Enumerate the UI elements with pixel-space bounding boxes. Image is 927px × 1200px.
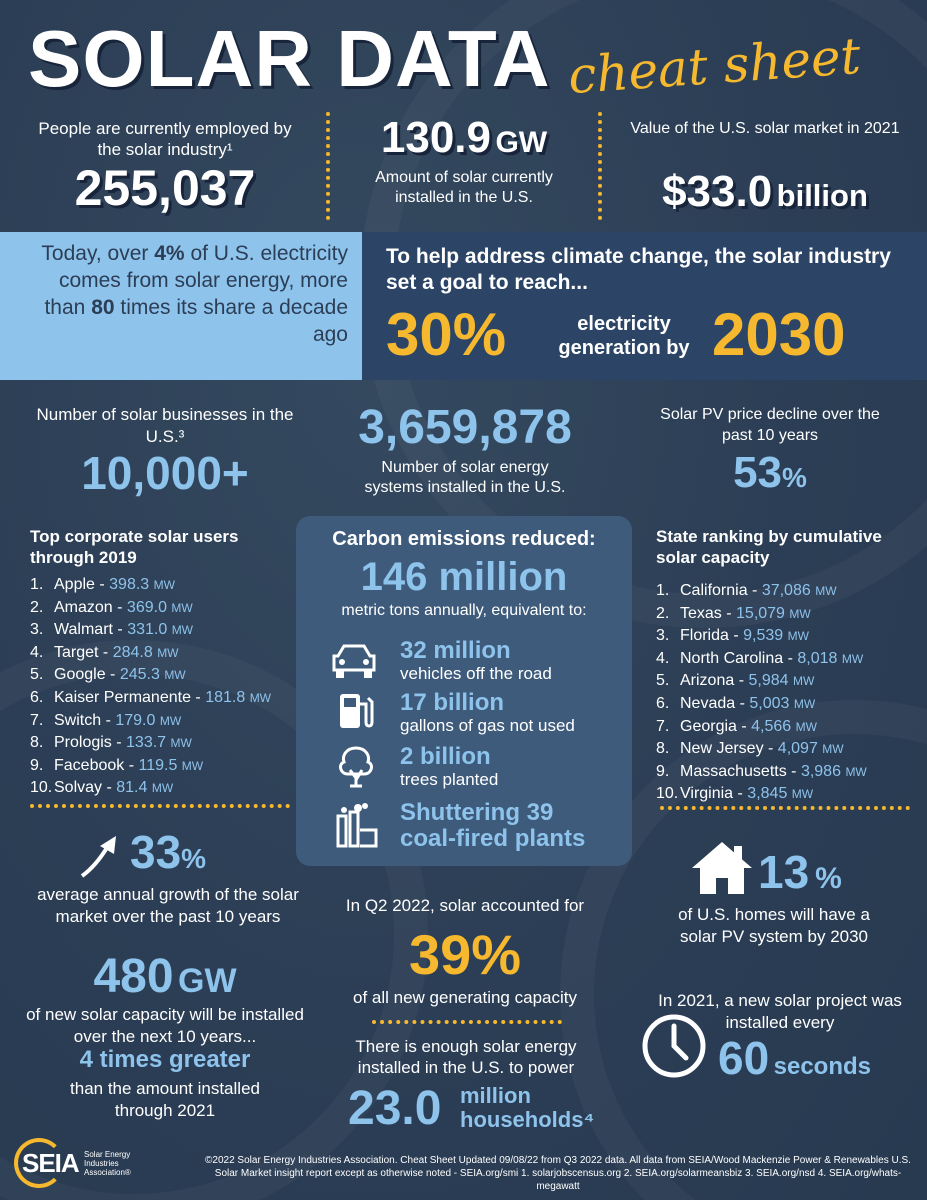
org-line-3: Association®	[84, 1168, 131, 1177]
rank-name: Target	[54, 643, 99, 661]
households-unit-1: million	[460, 1083, 531, 1108]
rank-unit: MW	[791, 787, 814, 802]
capacity-unit: GW	[178, 962, 237, 1000]
rank-dash: -	[735, 694, 750, 712]
households-unit	[460, 1084, 594, 1132]
trees-value: 2 billion	[400, 743, 491, 770]
share-text-3: times its share a decade ago	[114, 296, 348, 346]
project-label: In 2021, a new solar project was installed every	[658, 991, 902, 1032]
rank-value: 4,566	[751, 717, 792, 735]
market-stat	[620, 166, 910, 218]
rank-value: 3,986	[800, 762, 841, 780]
rank-unit: MW	[822, 742, 844, 757]
growth-value: 33	[130, 826, 182, 878]
homes-label: of U.S. homes will have a solar PV system by 2030	[678, 905, 870, 946]
rank-unit: MW	[792, 674, 815, 689]
rank-unit: MW	[787, 629, 809, 644]
rank-value: 179.0	[115, 711, 156, 729]
corporate-item	[30, 597, 271, 620]
goal-year: 2030	[712, 301, 846, 368]
rank-value: 8,018	[797, 649, 838, 667]
rank-dash: -	[783, 649, 798, 667]
rank-unit: MW	[815, 584, 837, 598]
rank-number: 2.	[30, 598, 44, 616]
states-item	[656, 693, 867, 716]
rank-name: California	[680, 582, 748, 599]
capacity-value: 480	[93, 950, 174, 1003]
q2-value: 39%	[408, 923, 522, 986]
rank-number: 9.	[30, 756, 44, 774]
seia-org-name	[84, 1150, 131, 1177]
rank-value: 284.8	[112, 643, 153, 661]
rank-value: 3,845	[747, 785, 788, 803]
rank-number: 9.	[656, 762, 670, 780]
rank-dash: -	[721, 604, 737, 622]
rank-unit: MW	[249, 690, 272, 705]
households-value: 23.0	[348, 1082, 442, 1135]
rank-unit: MW	[171, 600, 193, 615]
share-pct: 4%	[154, 242, 185, 265]
rank-unit: MW	[159, 713, 182, 728]
households-unit-2: households⁴	[460, 1107, 595, 1132]
rank-number: 8.	[30, 734, 44, 752]
installed-unit: GW	[495, 126, 548, 159]
market-value: $33.0	[662, 167, 773, 216]
rank-number: 4.	[30, 643, 44, 661]
corporate-title: Top corporate solar users through 2019	[30, 527, 239, 567]
rank-name: Switch	[54, 711, 102, 729]
carbon-sub: metric tons annually, equivalent to:	[341, 602, 587, 619]
systems-label: Number of solar energy systems installed in the U.S.	[364, 459, 566, 496]
rank-dash: -	[747, 582, 762, 599]
rank-unit: MW	[793, 696, 816, 711]
market-unit: billion	[776, 178, 868, 213]
house-icon	[690, 840, 754, 896]
divider	[30, 804, 290, 808]
trees-label: trees planted	[400, 770, 499, 789]
rank-dash: -	[98, 643, 113, 661]
states-title: State ranking by cumulative solar capacity	[656, 527, 882, 567]
rank-name: Prologis	[54, 734, 112, 752]
rank-value: 5,984	[748, 672, 789, 690]
page-title: SOLAR DATA	[28, 14, 551, 103]
car-icon	[328, 642, 380, 682]
rank-dash: -	[105, 666, 120, 684]
rank-dash: -	[734, 672, 749, 690]
rank-name: New Jersey	[680, 740, 764, 758]
installed-label: Amount of solar currently installed in the U.S.	[375, 169, 553, 206]
rank-dash: -	[112, 598, 127, 616]
price-label: Solar PV price decline over the past 10 years	[660, 406, 880, 444]
rank-name: Texas	[680, 604, 722, 622]
share-text	[36, 240, 348, 348]
rank-unit: MW	[153, 578, 175, 592]
share-times: 80	[91, 296, 115, 319]
rank-number: 7.	[30, 711, 44, 729]
rank-number: 7.	[656, 717, 670, 735]
coal-value: Shuttering 39	[400, 799, 554, 826]
states-item	[656, 738, 867, 761]
rank-dash: -	[102, 779, 117, 797]
rank-value: 4,097	[777, 740, 818, 758]
states-item	[656, 761, 867, 784]
corporate-item	[30, 619, 271, 642]
states-item	[656, 670, 867, 693]
rank-name: Apple	[54, 576, 95, 593]
coal-label: coal-fired plants	[400, 825, 586, 852]
coal-plant-icon	[332, 802, 380, 850]
rank-name: Amazon	[54, 598, 113, 616]
rank-value: 331.0	[127, 621, 168, 639]
rank-value: 37,086	[761, 582, 811, 599]
gas-pump-icon	[336, 690, 376, 732]
org-line-1: Solar Energy	[84, 1150, 131, 1159]
rank-value: 15,079	[736, 604, 785, 622]
rank-value: 5,003	[749, 694, 790, 712]
tree-icon	[334, 744, 378, 788]
states-item	[656, 603, 867, 626]
gas-label: gallons of gas not used	[400, 716, 575, 735]
rank-number: 8.	[656, 740, 670, 758]
gas-value: 17 billion	[400, 689, 505, 716]
rank-number: 4.	[656, 649, 670, 667]
capacity-times: 4 times greater	[79, 1046, 251, 1073]
corporate-item	[30, 687, 271, 710]
rank-name: North Carolina	[680, 649, 784, 667]
footer-note: ©2022 Solar Energy Industries Association. Cheat Sheet Updated 09/08/22 from Q3 2022 data. All data from SEIA/Wood Mackenzie Power & Renewables U.S. Solar Market insight report except as otherwise noted - SEIA.org/smi 1. solarjobscensus.org 2. SEIA.org/solarmeansbiz 3. SEIA.org/nsd 4. SEIA.org/whats-megawatt	[205, 1155, 911, 1192]
rank-name: Florida	[680, 627, 729, 645]
rank-value: 398.3	[109, 576, 150, 593]
rank-value: 9,539	[743, 627, 784, 645]
systems-value: 3,659,878	[358, 401, 572, 454]
rank-value: 369.0	[126, 598, 167, 616]
rank-dash: -	[736, 717, 752, 735]
price-value: 53	[733, 448, 783, 497]
project-unit: seconds	[773, 1053, 871, 1080]
corporate-item	[30, 755, 271, 778]
rank-unit: MW	[170, 736, 192, 751]
seia-logo: SEIA	[22, 1148, 79, 1178]
price-pct: %	[782, 462, 807, 493]
rank-name: Nevada	[680, 694, 736, 712]
rank-name: Georgia	[680, 717, 737, 735]
corporate-list	[30, 574, 271, 800]
states-item	[656, 783, 867, 806]
capacity-post: than the amount installed through 2021	[70, 1079, 260, 1120]
carbon-panel	[296, 516, 632, 866]
growth-label: average annual growth of the solar market over the past 10 years	[37, 885, 299, 926]
rank-unit: MW	[789, 606, 811, 621]
installed-stat	[340, 112, 588, 164]
homes-value: 13	[758, 846, 810, 898]
employed-value: 255,037	[74, 160, 256, 216]
vehicles-value: 32 million	[400, 637, 511, 664]
rank-number: 6.	[30, 688, 44, 706]
states-item	[656, 580, 867, 603]
project-stat	[718, 1032, 871, 1096]
goal-pct: 30%	[386, 301, 507, 368]
rank-unit: MW	[181, 758, 204, 773]
homes-stat	[758, 846, 842, 910]
corporate-item	[30, 777, 271, 800]
households-label: There is enough solar energy installed in the U.S. to power	[355, 1037, 577, 1077]
rank-number: 3.	[656, 627, 670, 645]
rank-unit: MW	[151, 781, 174, 796]
corporate-item	[30, 574, 271, 597]
rank-number: 5.	[30, 666, 44, 684]
rank-dash: -	[733, 785, 748, 803]
clock-icon	[640, 1012, 708, 1080]
org-line-2: Industries	[84, 1159, 119, 1168]
rank-name: Virginia	[680, 785, 734, 803]
market-label: Value of the U.S. solar market in 2021	[630, 120, 900, 137]
rank-unit: MW	[164, 668, 186, 683]
rank-name: Massachusetts	[680, 762, 787, 780]
growth-pct: %	[181, 843, 207, 874]
rank-dash: -	[94, 576, 110, 593]
rank-value: 119.5	[138, 756, 178, 774]
rank-dash: -	[728, 627, 744, 645]
rank-dash: -	[112, 621, 128, 639]
growth-stat	[130, 826, 206, 890]
rank-number: 2.	[656, 604, 670, 622]
states-item	[656, 716, 867, 739]
divider	[598, 112, 602, 220]
goal-mid: electricity generation by	[558, 313, 690, 359]
homes-pct: %	[815, 862, 842, 895]
carbon-value: 146 million	[360, 555, 568, 599]
employed-label: People are currently employed by the solar industry¹	[38, 119, 292, 159]
installed-value: 130.9	[380, 113, 491, 162]
rank-dash: -	[101, 711, 116, 729]
rank-name: Solvay	[54, 779, 103, 797]
corporate-item	[30, 710, 271, 733]
rank-value: 181.8	[205, 688, 246, 706]
corporate-item	[30, 732, 271, 755]
states-list	[656, 580, 867, 806]
vehicles-label: vehicles off the road	[400, 664, 552, 683]
rank-name: Kaiser Permanente	[54, 688, 191, 706]
businesses-label: Number of solar businesses in the U.S.³	[36, 405, 294, 446]
rank-number: 1.	[30, 576, 44, 593]
carbon-title: Carbon emissions reduced:	[332, 528, 596, 550]
rank-name: Walmart	[54, 621, 113, 639]
share-text-2: of U.S. electricity comes from solar energy, more than	[44, 242, 348, 319]
rank-name: Arizona	[680, 672, 735, 690]
rank-name: Facebook	[54, 756, 125, 774]
rank-dash: -	[124, 756, 139, 774]
rank-unit: MW	[171, 623, 194, 638]
q2-sub: of all new generating capacity	[353, 988, 577, 1007]
rank-number: 3.	[30, 621, 44, 639]
divider	[326, 112, 330, 220]
page-subtitle: cheat sheet	[566, 26, 863, 106]
rank-value: 133.7	[126, 734, 167, 752]
rank-unit: MW	[795, 719, 817, 734]
q2-label: In Q2 2022, solar accounted for	[345, 896, 585, 915]
rank-dash: -	[763, 740, 778, 758]
goal-text: To help address climate change, the solar industry set a goal to reach...	[386, 245, 891, 294]
corporate-item	[30, 664, 271, 687]
rank-number: 1.	[656, 582, 670, 599]
rank-unit: MW	[845, 764, 867, 779]
rank-dash: -	[190, 688, 206, 706]
capacity-label: of new solar capacity will be installed over the next 10 years...	[26, 1005, 304, 1046]
rank-dash: -	[111, 734, 127, 752]
businesses-value: 10,000+	[81, 447, 249, 499]
share-text-1: Today, over	[41, 242, 155, 265]
rank-number: 5.	[656, 672, 670, 690]
rank-name: Google	[54, 666, 106, 684]
divider	[372, 1020, 562, 1024]
project-value: 60	[718, 1032, 770, 1084]
rank-value: 245.3	[119, 666, 160, 684]
corporate-item	[30, 642, 271, 665]
states-item	[656, 648, 867, 671]
rank-value: 81.4	[116, 779, 148, 797]
rank-number: 10.	[30, 779, 53, 797]
growth-arrow-icon	[76, 832, 126, 880]
rank-unit: MW	[841, 651, 864, 666]
price-stat	[660, 446, 880, 510]
rank-number: 6.	[656, 694, 670, 712]
rank-unit: MW	[157, 645, 179, 660]
states-item	[656, 625, 867, 648]
divider	[660, 806, 910, 810]
rank-number: 10.	[656, 785, 679, 803]
rank-dash: -	[786, 762, 801, 780]
